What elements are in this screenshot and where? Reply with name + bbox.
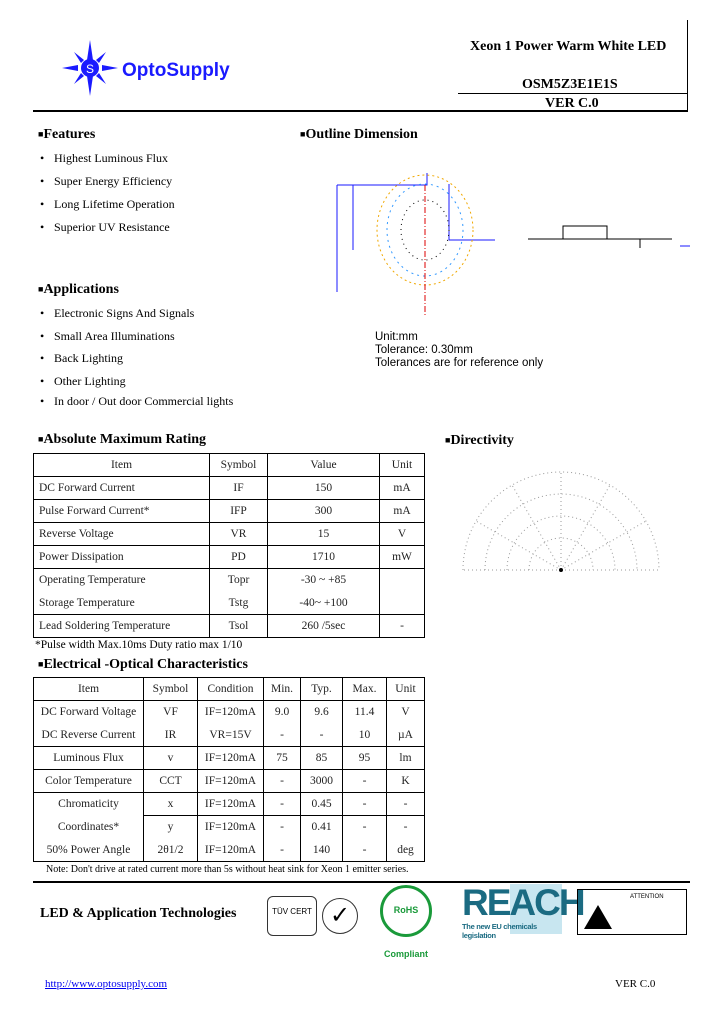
logo — [60, 38, 270, 98]
table-cell: deg — [387, 839, 425, 862]
table-row — [34, 615, 425, 638]
application-item: • In door / Out door Commercial lights — [40, 394, 234, 408]
product-title: Xeon 1 Power Warm White LED — [470, 39, 667, 54]
table-cell: Item — [34, 678, 144, 701]
table-cell: mA — [380, 477, 425, 500]
table-cell: VF — [144, 701, 198, 724]
table-cell: - — [343, 816, 387, 839]
table-cell: 260 /5sec — [268, 615, 380, 638]
table-cell: 2θ1/2 — [144, 839, 198, 862]
table-cell: VR=15V — [198, 724, 264, 747]
table-cell: - — [301, 724, 343, 747]
table-cell: 0.41 — [301, 816, 343, 839]
table-cell: 75 — [264, 747, 301, 770]
table-cell: Typ. — [301, 678, 343, 701]
table-cell — [380, 569, 425, 592]
application-item: • Back Lighting — [40, 351, 123, 365]
table-row — [34, 569, 425, 592]
table-row — [34, 839, 425, 862]
table-cell: DC Forward Voltage — [34, 701, 144, 724]
table-cell: Lead Soldering Temperature — [34, 615, 210, 638]
rohs-logo: RoHS Compliant — [380, 885, 432, 937]
table-cell: 9.0 — [264, 701, 301, 724]
footer-version: VER C.0 — [615, 978, 656, 990]
reach-logo: REACH The new EU chemicals legislation — [462, 882, 584, 940]
tuv-cert-logo: TÜV CERT — [267, 896, 317, 936]
table-cell: - — [387, 816, 425, 839]
table-cell: Storage Temperature — [34, 592, 210, 615]
feature-item: • Long Lifetime Operation — [40, 197, 175, 211]
table-cell: 10 — [343, 724, 387, 747]
website-link[interactable]: http://www.optosupply.com — [45, 978, 168, 990]
table-cell: IF=120mA — [198, 816, 264, 839]
table-cell: K — [387, 770, 425, 793]
table-cell: - — [343, 770, 387, 793]
outline-heading: ■Outline Dimension — [300, 127, 418, 142]
table-cell: IF=120mA — [198, 839, 264, 862]
table-cell: y — [144, 816, 198, 839]
table-cell: 300 — [268, 500, 380, 523]
table-row — [34, 523, 425, 546]
brand-name: OptoSupply — [122, 60, 230, 81]
table-cell: Chromaticity — [34, 793, 144, 816]
table-cell: IF=120mA — [198, 770, 264, 793]
divider — [458, 93, 687, 94]
table-cell: Item — [34, 454, 210, 477]
table-cell: 95 — [343, 747, 387, 770]
table-row — [34, 724, 425, 747]
table-cell: Symbol — [210, 454, 268, 477]
table-cell: - — [343, 839, 387, 862]
feature-item: • Super Energy Efficiency — [40, 174, 173, 188]
feature-item: • Highest Luminous Flux — [40, 151, 169, 165]
table-row — [34, 546, 425, 569]
table-cell: 9.6 — [301, 701, 343, 724]
table-row — [34, 477, 425, 500]
table-cell: x — [144, 793, 198, 816]
table-cell: 85 — [301, 747, 343, 770]
table-cell: -40~ +100 — [268, 592, 380, 615]
features-heading: ■Features — [38, 127, 96, 142]
table-cell: - — [264, 839, 301, 862]
table-cell: IF — [210, 477, 268, 500]
table-cell: Value — [268, 454, 380, 477]
table-cell: 50% Power Angle — [34, 839, 144, 862]
sun-star-icon — [60, 38, 130, 98]
part-number: OSM5Z3E1E1S — [522, 77, 618, 92]
table-cell: Max. — [343, 678, 387, 701]
application-item: • Small Area Illuminations — [40, 329, 175, 343]
svg-text:S: S — [86, 62, 95, 76]
table-cell: CCT — [144, 770, 198, 793]
table-cell: DC Reverse Current — [34, 724, 144, 747]
table-cell: 15 — [268, 523, 380, 546]
table-cell: 3000 — [301, 770, 343, 793]
table-cell: PD — [210, 546, 268, 569]
table-cell: mW — [380, 546, 425, 569]
table-cell: - — [387, 793, 425, 816]
table-cell: µA — [387, 724, 425, 747]
table-cell: IF=120mA — [198, 701, 264, 724]
table-cell: Unit — [387, 678, 425, 701]
table-row — [34, 793, 425, 816]
table-cell: 150 — [268, 477, 380, 500]
header-rule — [33, 110, 688, 112]
table-cell: Coordinates* — [34, 816, 144, 839]
table-row — [34, 592, 425, 615]
table-cell: 140 — [301, 839, 343, 862]
table-cell: Tsol — [210, 615, 268, 638]
table-cell: Symbol — [144, 678, 198, 701]
applications-heading: ■Applications — [38, 282, 119, 297]
application-item: • Electronic Signs And Signals — [40, 306, 195, 320]
footer-tagline: LED & Application Technologies — [40, 906, 237, 921]
table-cell: Topr — [210, 569, 268, 592]
table-cell: Unit — [380, 454, 425, 477]
table-cell: IF=120mA — [198, 793, 264, 816]
table-cell: Condition — [198, 678, 264, 701]
footer-rule — [33, 881, 690, 883]
table-cell: Pulse Forward Current* — [34, 500, 210, 523]
abs-max-table — [33, 453, 425, 638]
table-cell: IR — [144, 724, 198, 747]
table-cell: - — [264, 770, 301, 793]
table-row — [34, 500, 425, 523]
table-row — [34, 816, 425, 839]
esd-warning-icon — [583, 904, 613, 930]
table-cell: Power Dissipation — [34, 546, 210, 569]
table-cell: - — [264, 816, 301, 839]
table-cell: Reverse Voltage — [34, 523, 210, 546]
table-cell: DC Forward Current — [34, 477, 210, 500]
table-cell: - — [264, 793, 301, 816]
table-row — [34, 747, 425, 770]
table-cell: Tstg — [210, 592, 268, 615]
table-cell: IFP — [210, 500, 268, 523]
outline-drawing — [310, 170, 690, 330]
abs-max-heading: ■Absolute Maximum Rating — [38, 432, 206, 447]
directivity-heading: ■Directivity — [445, 433, 514, 448]
table-cell: Color Temperature — [34, 770, 144, 793]
table-cell: lm — [387, 747, 425, 770]
version: VER C.0 — [545, 96, 599, 111]
divider — [687, 20, 688, 112]
table-cell: IF=120mA — [198, 747, 264, 770]
table-cell: - — [343, 793, 387, 816]
outline-notes: Unit:mm Tolerance: 0.30mm Tolerances are for reference only — [375, 331, 544, 369]
electrical-table — [33, 677, 425, 862]
table-cell — [380, 592, 425, 615]
application-item: • Other Lighting — [40, 374, 126, 388]
table-cell: VR — [210, 523, 268, 546]
table-cell: 11.4 — [343, 701, 387, 724]
electrical-note: Note: Don't drive at rated current more than 5s without heat sink for Xeon 1 emitter series. — [46, 864, 409, 875]
table-cell: 0.45 — [301, 793, 343, 816]
esd-attention-label: ATTENTION — [577, 889, 687, 935]
table-cell: 1710 — [268, 546, 380, 569]
table-cell: mA — [380, 500, 425, 523]
table-cell: V — [387, 701, 425, 724]
table-cell: V — [380, 523, 425, 546]
table-row — [34, 701, 425, 724]
abs-max-footnote: *Pulse width Max.10ms Duty ratio max 1/10 — [35, 639, 243, 651]
table-cell: v — [144, 747, 198, 770]
check-cert-logo: ✓ — [322, 898, 358, 934]
directivity-polar-chart — [455, 460, 670, 575]
feature-item: • Superior UV Resistance — [40, 220, 170, 234]
table-cell: Min. — [264, 678, 301, 701]
table-cell: Operating Temperature — [34, 569, 210, 592]
table-cell: -30 ~ +85 — [268, 569, 380, 592]
table-cell: - — [380, 615, 425, 638]
electrical-heading: ■Electrical -Optical Characteristics — [38, 657, 248, 672]
table-cell: Luminous Flux — [34, 747, 144, 770]
table-cell: - — [264, 724, 301, 747]
table-row — [34, 770, 425, 793]
